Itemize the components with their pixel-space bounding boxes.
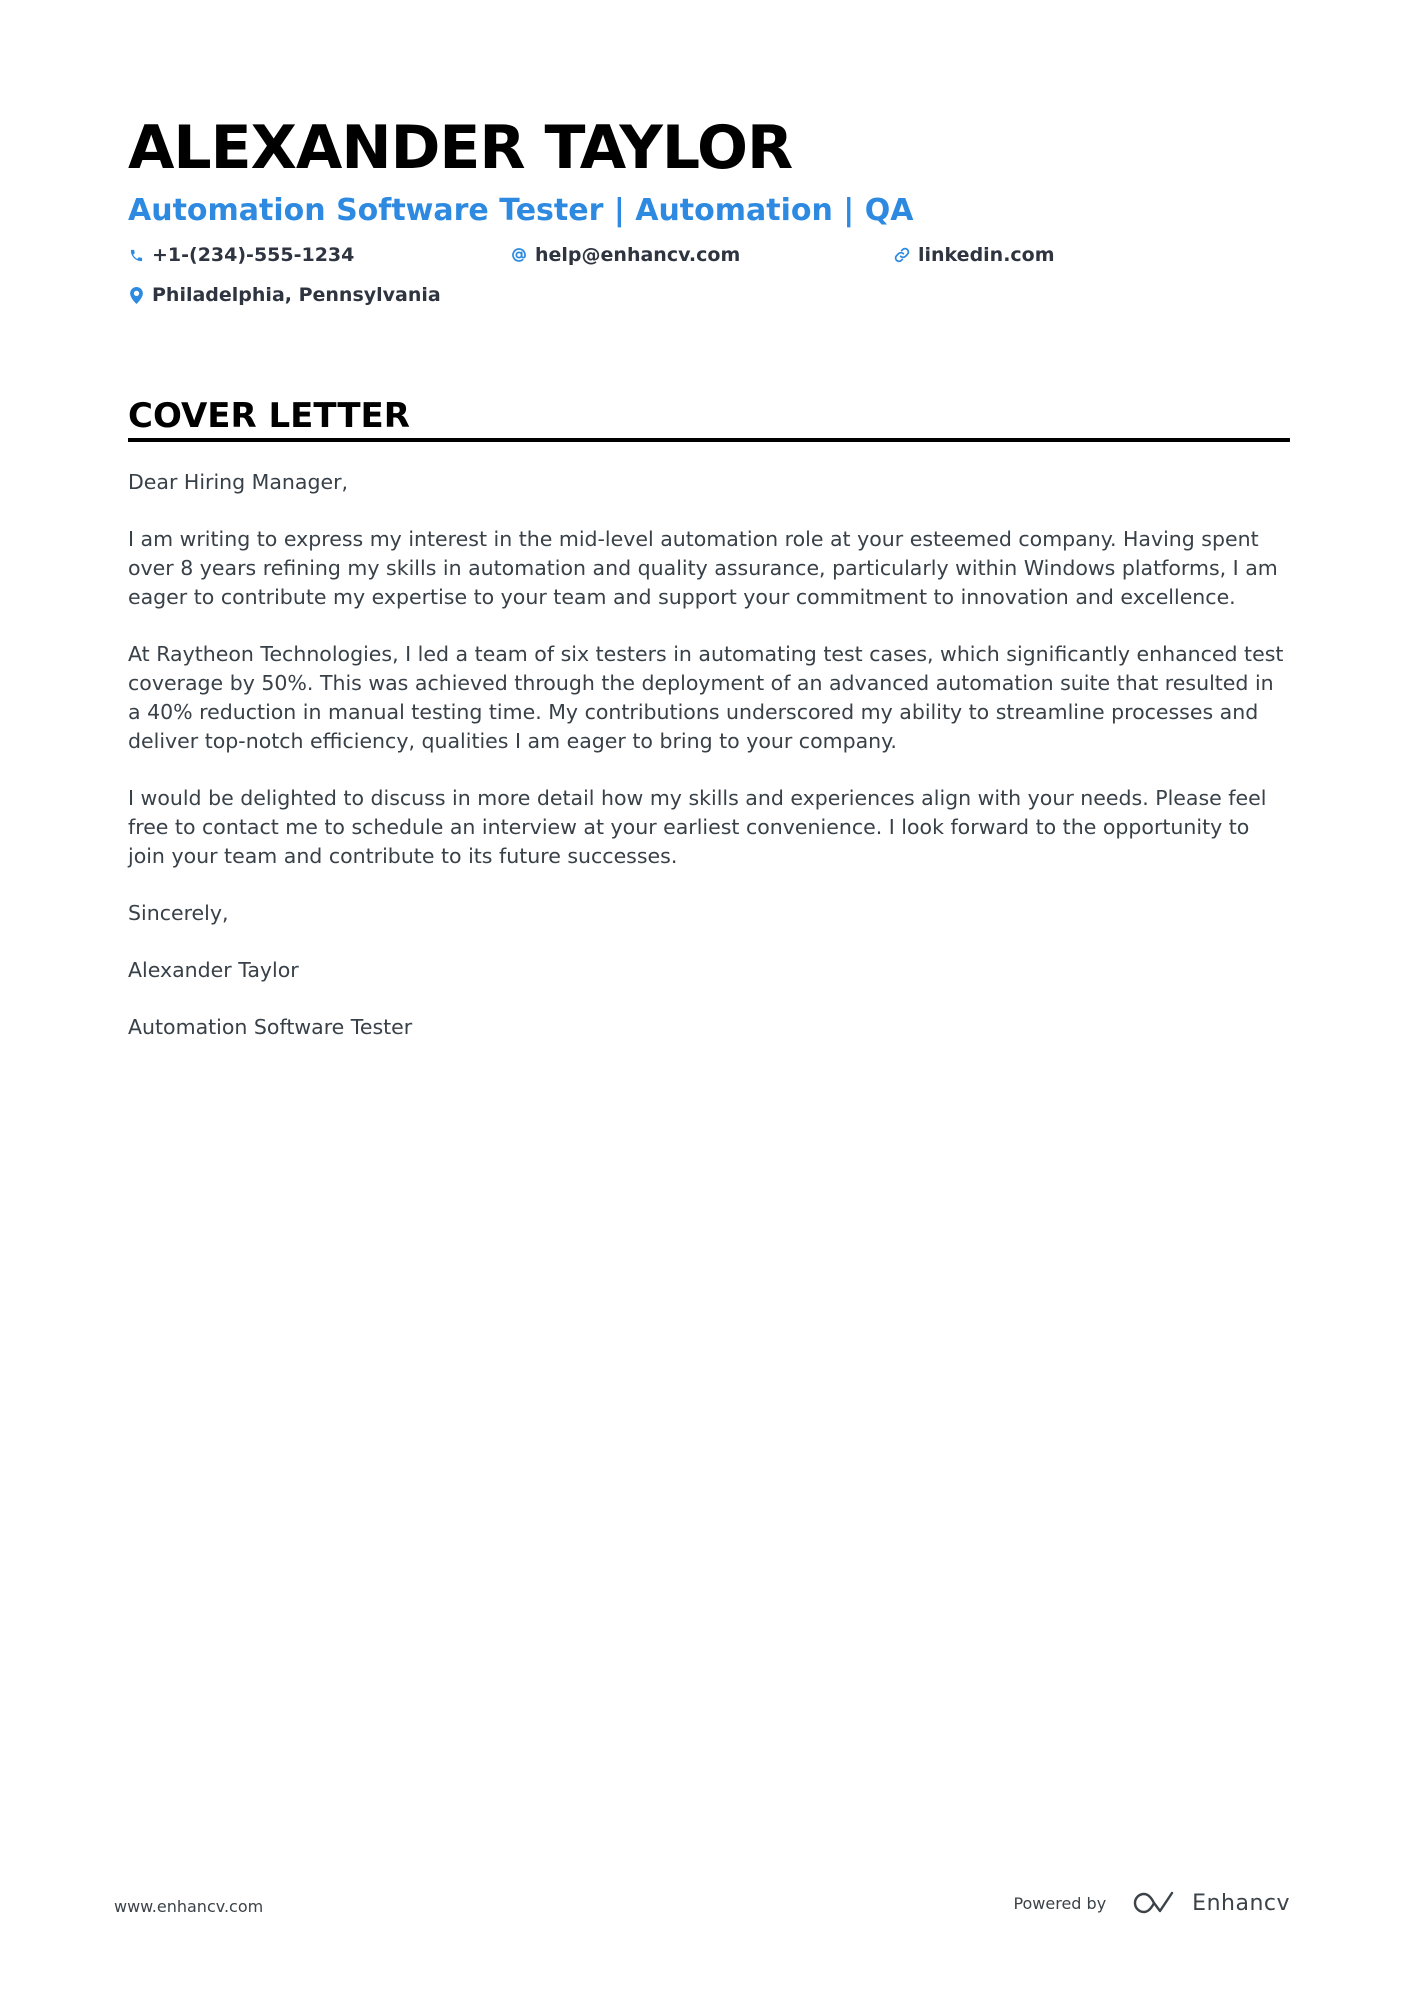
contact-phone: [128, 242, 354, 268]
location-pin-icon: [128, 286, 144, 304]
paragraph-1: I am writing to express my interest in the mid-level automation role at your esteemed company. Having spent over 8 years refining my skills in automation and quality assurance, particularly within Windows platforms, I am eager to contribute my expertise to your team and support your commitment to innovation and excellence.: [128, 527, 1278, 609]
section-title: COVER LETTER: [128, 396, 410, 436]
link-text: linkedin.com: [918, 244, 1055, 266]
candidate-name: ALEXANDER TAYLOR: [128, 113, 793, 183]
signature-title: Automation Software Tester: [128, 1015, 413, 1039]
powered-by-label: Powered by: [1013, 1893, 1107, 1913]
location-text: Philadelphia, Pennsylvania: [152, 284, 441, 306]
phone-text: +1-(234)-555-1234: [152, 244, 355, 266]
signature-name: Alexander Taylor: [128, 958, 299, 982]
enhancv-logo-icon: [1132, 1890, 1178, 1916]
contact-location: [128, 282, 441, 308]
paragraph-3: I would be delighted to discuss in more detail how my skills and experiences align with your needs. Please feel free to contact me to schedule an interview at your earliest convenience. I look forward to the opportunity to join your team and contribute to its future successes.: [128, 786, 1267, 868]
contact-email: [511, 242, 740, 268]
brand-name: Enhancv: [1192, 1890, 1290, 1916]
phone-icon: [128, 246, 144, 264]
paragraph-2: At Raytheon Technologies, I led a team of six testers in automating test cases, which significantly enhanced test coverage by 50%. This was achieved through the deployment of an advanced automation suite that resulted in a 40% reduction in manual testing time. My contributions underscored my ability to streamline processes and deliver top-notch efficiency, qualities I am eager to bring to your company.: [128, 642, 1284, 753]
salutation: Dear Hiring Manager,: [128, 470, 349, 494]
at-sign-icon: [511, 246, 527, 264]
letter-body: [128, 468, 1290, 1070]
footer-website[interactable]: www.enhancv.com: [114, 1897, 264, 1916]
footer-branding: [1013, 1890, 1290, 1916]
link-icon: [894, 246, 910, 264]
candidate-title: Automation Software Tester | Automation | QA: [128, 193, 914, 228]
section-divider: [128, 438, 1290, 442]
closing: Sincerely,: [128, 901, 229, 925]
email-text: help@enhancv.com: [535, 244, 741, 266]
contact-link: [894, 242, 1055, 268]
